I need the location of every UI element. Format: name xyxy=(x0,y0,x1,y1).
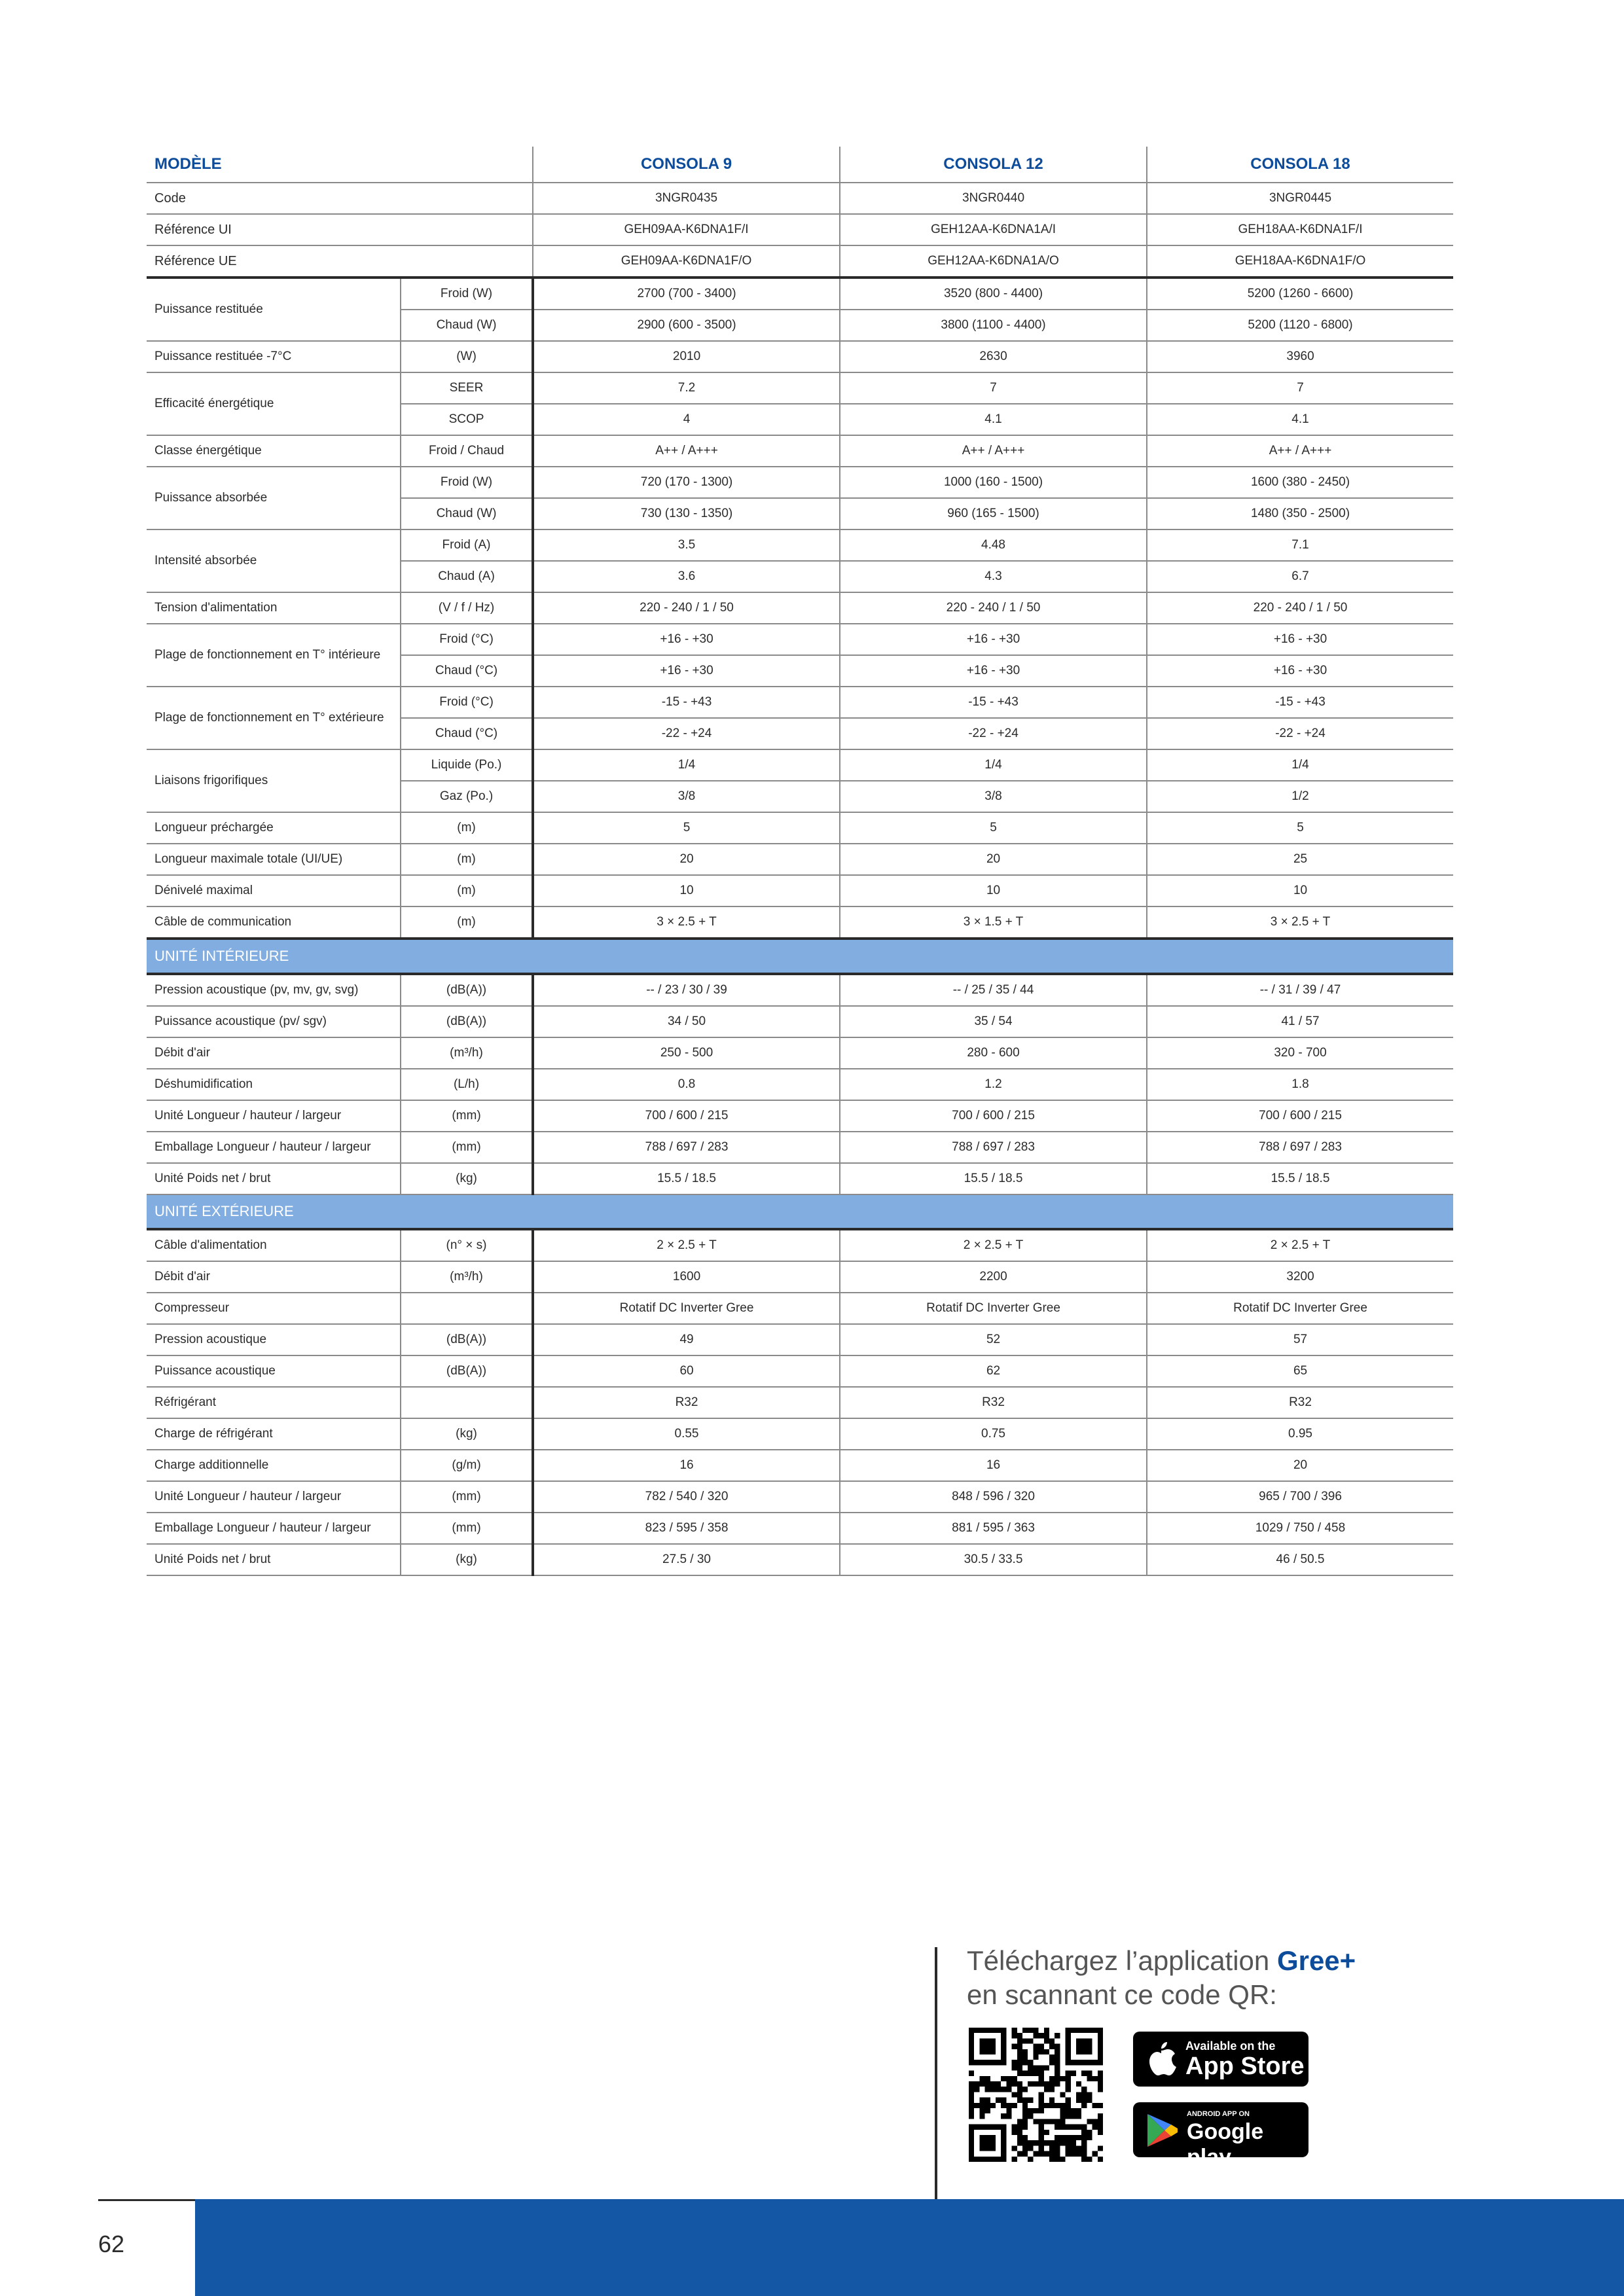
value-cell: 5 xyxy=(533,812,840,844)
value-cell: +16 - +30 xyxy=(533,655,840,687)
play-triangle-icon xyxy=(1145,2113,1179,2148)
value-cell: 720 (170 - 1300) xyxy=(533,467,840,498)
value-cell: 5200 (1120 - 6800) xyxy=(1147,310,1453,341)
table-row xyxy=(147,214,1453,245)
value-cell: 20 xyxy=(1147,1450,1453,1481)
value-cell: 250 - 500 xyxy=(533,1037,840,1069)
value-cell: 7.2 xyxy=(533,372,840,404)
row-label: Longueur préchargée xyxy=(147,812,401,844)
table-row xyxy=(147,1293,1453,1324)
value-cell: 700 / 600 / 215 xyxy=(840,1100,1147,1132)
value-cell: +16 - +30 xyxy=(533,624,840,655)
value-cell: -22 - +24 xyxy=(1147,718,1453,749)
value-cell: 881 / 595 / 363 xyxy=(840,1513,1147,1544)
value-cell: 2630 xyxy=(840,341,1147,372)
unit-cell: Gaz (Po.) xyxy=(401,781,533,812)
unit-cell: Froid (°C) xyxy=(401,687,533,718)
value-cell: 2200 xyxy=(840,1261,1147,1293)
table-row xyxy=(147,529,1453,561)
value-cell: 3 × 1.5 + T xyxy=(840,906,1147,939)
table-row xyxy=(147,1513,1453,1544)
unit-cell: Froid (W) xyxy=(401,278,533,310)
table-row xyxy=(147,812,1453,844)
value-cell: 3 × 2.5 + T xyxy=(1147,906,1453,939)
unit-cell: (kg) xyxy=(401,1544,533,1575)
row-label: Unité Poids net / brut xyxy=(147,1544,401,1575)
value-cell: 49 xyxy=(533,1324,840,1355)
table-row xyxy=(147,372,1453,404)
value-cell: 3NGR0435 xyxy=(533,183,840,214)
unit-cell: Chaud (W) xyxy=(401,498,533,529)
value-cell: -22 - +24 xyxy=(533,718,840,749)
table-row xyxy=(147,687,1453,718)
value-cell: GEH12AA-K6DNA1A/O xyxy=(840,245,1147,278)
unit-cell: (m) xyxy=(401,812,533,844)
app-promo-text xyxy=(967,1944,1356,2012)
row-label: Référence UE xyxy=(147,245,533,278)
value-cell: 15.5 / 18.5 xyxy=(533,1163,840,1194)
row-label: Emballage Longueur / hauteur / largeur xyxy=(147,1132,401,1163)
unit-cell: (kg) xyxy=(401,1418,533,1450)
value-cell: 35 / 54 xyxy=(840,1006,1147,1037)
value-cell: 15.5 / 18.5 xyxy=(1147,1163,1453,1194)
table-row xyxy=(147,1261,1453,1293)
value-cell: 1600 xyxy=(533,1261,840,1293)
table-row xyxy=(147,467,1453,498)
value-cell: 20 xyxy=(840,844,1147,875)
table-row xyxy=(147,1163,1453,1194)
table-row xyxy=(147,1132,1453,1163)
model-header-consola-9: CONSOLA 9 xyxy=(533,147,840,183)
value-cell: 60 xyxy=(533,1355,840,1387)
value-cell: 848 / 596 / 320 xyxy=(840,1481,1147,1513)
table-row xyxy=(147,1355,1453,1387)
value-cell: 7.1 xyxy=(1147,529,1453,561)
row-label: Débit d'air xyxy=(147,1261,401,1293)
unit-cell: SCOP xyxy=(401,404,533,435)
unit-cell: Froid (W) xyxy=(401,467,533,498)
unit-cell: (dB(A)) xyxy=(401,1355,533,1387)
unit-cell: (kg) xyxy=(401,1163,533,1194)
value-cell: GEH09AA-K6DNA1F/O xyxy=(533,245,840,278)
unit-cell: (mm) xyxy=(401,1100,533,1132)
value-cell: 2010 xyxy=(533,341,840,372)
unit-cell: (g/m) xyxy=(401,1450,533,1481)
unit-cell: Chaud (°C) xyxy=(401,718,533,749)
value-cell: 220 - 240 / 1 / 50 xyxy=(533,592,840,624)
table-row xyxy=(147,1229,1453,1261)
value-cell: 3800 (1100 - 4400) xyxy=(840,310,1147,341)
row-label: Référence UI xyxy=(147,214,533,245)
value-cell: 782 / 540 / 320 xyxy=(533,1481,840,1513)
value-cell: GEH12AA-K6DNA1A/I xyxy=(840,214,1147,245)
value-cell: 3960 xyxy=(1147,341,1453,372)
value-cell: 0.55 xyxy=(533,1418,840,1450)
value-cell: R32 xyxy=(1147,1387,1453,1418)
promo-line1: Téléchargez l’application xyxy=(967,1945,1277,1976)
unit-cell: (dB(A)) xyxy=(401,1324,533,1355)
value-cell: 65 xyxy=(1147,1355,1453,1387)
value-cell: 0.95 xyxy=(1147,1418,1453,1450)
value-cell: +16 - +30 xyxy=(840,624,1147,655)
unit-cell: (L/h) xyxy=(401,1069,533,1100)
unit-cell: (n° × s) xyxy=(401,1229,533,1261)
value-cell: -15 - +43 xyxy=(840,687,1147,718)
table-row xyxy=(147,245,1453,278)
value-cell: 6.7 xyxy=(1147,561,1453,592)
row-label: Compresseur xyxy=(147,1293,401,1324)
table-row xyxy=(147,592,1453,624)
specifications-table xyxy=(147,147,1453,1576)
qr-code-icon[interactable] xyxy=(969,2028,1103,2162)
row-label: Puissance restituée -7°C xyxy=(147,341,401,372)
table-row xyxy=(147,749,1453,781)
value-cell: 62 xyxy=(840,1355,1147,1387)
table-row xyxy=(147,1544,1453,1575)
table-row xyxy=(147,183,1453,214)
value-cell: 30.5 / 33.5 xyxy=(840,1544,1147,1575)
page-number: 62 xyxy=(98,2231,125,2257)
value-cell: 10 xyxy=(840,875,1147,906)
value-cell: 10 xyxy=(1147,875,1453,906)
value-cell: 5 xyxy=(1147,812,1453,844)
unit-cell: (mm) xyxy=(401,1481,533,1513)
value-cell: 788 / 697 / 283 xyxy=(840,1132,1147,1163)
row-label: Pression acoustique (pv, mv, gv, svg) xyxy=(147,974,401,1006)
value-cell: 4.3 xyxy=(840,561,1147,592)
row-label: Unité Longueur / hauteur / largeur xyxy=(147,1481,401,1513)
value-cell: 46 / 50.5 xyxy=(1147,1544,1453,1575)
value-cell: A++ / A+++ xyxy=(1147,435,1453,467)
value-cell: +16 - +30 xyxy=(1147,624,1453,655)
unit-cell: Liquide (Po.) xyxy=(401,749,533,781)
value-cell: 220 - 240 / 1 / 50 xyxy=(1147,592,1453,624)
value-cell: 1.2 xyxy=(840,1069,1147,1100)
unit-cell: (mm) xyxy=(401,1132,533,1163)
value-cell: 2 × 2.5 + T xyxy=(1147,1229,1453,1261)
value-cell: 57 xyxy=(1147,1324,1453,1355)
unit-cell: (mm) xyxy=(401,1513,533,1544)
value-cell: 1600 (380 - 2450) xyxy=(1147,467,1453,498)
value-cell: 0.8 xyxy=(533,1069,840,1100)
value-cell: 730 (130 - 1350) xyxy=(533,498,840,529)
row-label: Code xyxy=(147,183,533,214)
row-label: Câble d'alimentation xyxy=(147,1229,401,1261)
value-cell: 960 (165 - 1500) xyxy=(840,498,1147,529)
specifications-table-body xyxy=(147,147,1453,1575)
table-row xyxy=(147,624,1453,655)
value-cell: R32 xyxy=(840,1387,1147,1418)
table-row xyxy=(147,435,1453,467)
row-label: Pression acoustique xyxy=(147,1324,401,1355)
value-cell: 3520 (800 - 4400) xyxy=(840,278,1147,310)
value-cell: 0.75 xyxy=(840,1418,1147,1450)
value-cell: 3.5 xyxy=(533,529,840,561)
value-cell: -- / 23 / 30 / 39 xyxy=(533,974,840,1006)
value-cell: 20 xyxy=(533,844,840,875)
value-cell: 27.5 / 30 xyxy=(533,1544,840,1575)
value-cell: Rotatif DC Inverter Gree xyxy=(533,1293,840,1324)
unit-cell: (m³/h) xyxy=(401,1037,533,1069)
value-cell: Rotatif DC Inverter Gree xyxy=(1147,1293,1453,1324)
table-row xyxy=(147,906,1453,939)
row-label: Câble de communication xyxy=(147,906,401,939)
unit-cell: (m) xyxy=(401,875,533,906)
value-cell: A++ / A+++ xyxy=(840,435,1147,467)
row-label: Puissance acoustique xyxy=(147,1355,401,1387)
value-cell: 700 / 600 / 215 xyxy=(533,1100,840,1132)
row-label: Puissance restituée xyxy=(147,278,401,341)
unit-cell: (W) xyxy=(401,341,533,372)
unit-cell: Chaud (A) xyxy=(401,561,533,592)
value-cell: 700 / 600 / 215 xyxy=(1147,1100,1453,1132)
row-label: Plage de fonctionnement en T° intérieure xyxy=(147,624,401,687)
row-label: Intensité absorbée xyxy=(147,529,401,592)
value-cell: 3/8 xyxy=(533,781,840,812)
value-cell: 1/4 xyxy=(533,749,840,781)
unit-cell: Froid (A) xyxy=(401,529,533,561)
promo-line2: en scannant ce code QR: xyxy=(967,1979,1277,2010)
value-cell: 1000 (160 - 1500) xyxy=(840,467,1147,498)
value-cell: 10 xyxy=(533,875,840,906)
model-header-consola-18: CONSOLA 18 xyxy=(1147,147,1453,183)
row-label: Unité Longueur / hauteur / largeur xyxy=(147,1100,401,1132)
unit-cell: Chaud (°C) xyxy=(401,655,533,687)
row-label: Tension d'alimentation xyxy=(147,592,401,624)
footer-band xyxy=(195,2199,1624,2296)
table-row xyxy=(147,1037,1453,1069)
value-cell: Rotatif DC Inverter Gree xyxy=(840,1293,1147,1324)
promo-divider xyxy=(935,1947,937,2202)
value-cell: 2900 (600 - 3500) xyxy=(533,310,840,341)
value-cell: 5200 (1260 - 6600) xyxy=(1147,278,1453,310)
apple-icon xyxy=(1145,2041,1178,2077)
value-cell: 4.1 xyxy=(1147,404,1453,435)
table-row xyxy=(147,278,1453,310)
table-row xyxy=(147,1100,1453,1132)
value-cell: 3.6 xyxy=(533,561,840,592)
value-cell: 4.48 xyxy=(840,529,1147,561)
value-cell: 1/4 xyxy=(840,749,1147,781)
value-cell: 3NGR0445 xyxy=(1147,183,1453,214)
row-label: Liaisons frigorifiques xyxy=(147,749,401,812)
model-header-consola-12: CONSOLA 12 xyxy=(840,147,1147,183)
value-cell: 15.5 / 18.5 xyxy=(840,1163,1147,1194)
section-header-row xyxy=(147,1194,1453,1229)
unit-cell: Chaud (W) xyxy=(401,310,533,341)
google-play-small-label: ANDROID APP ON xyxy=(1187,2110,1250,2118)
value-cell: 788 / 697 / 283 xyxy=(1147,1132,1453,1163)
value-cell: 16 xyxy=(840,1450,1147,1481)
value-cell: 7 xyxy=(840,372,1147,404)
row-label: Puissance acoustique (pv/ sgv) xyxy=(147,1006,401,1037)
value-cell: -- / 31 / 39 / 47 xyxy=(1147,974,1453,1006)
row-label: Déshumidification xyxy=(147,1069,401,1100)
unit-cell xyxy=(401,1387,533,1418)
section-title-indoor: UNITÉ INTÉRIEURE xyxy=(147,939,1453,974)
unit-cell: (dB(A)) xyxy=(401,1006,533,1037)
row-label: Débit d'air xyxy=(147,1037,401,1069)
value-cell: -15 - +43 xyxy=(1147,687,1453,718)
table-row xyxy=(147,974,1453,1006)
value-cell: 1/2 xyxy=(1147,781,1453,812)
value-cell: 34 / 50 xyxy=(533,1006,840,1037)
value-cell: 1.8 xyxy=(1147,1069,1453,1100)
unit-cell: Froid / Chaud xyxy=(401,435,533,467)
unit-cell: Froid (°C) xyxy=(401,624,533,655)
row-label: Longueur maximale totale (UI/UE) xyxy=(147,844,401,875)
value-cell: 3 × 2.5 + T xyxy=(533,906,840,939)
value-cell: 2 × 2.5 + T xyxy=(840,1229,1147,1261)
value-cell: 220 - 240 / 1 / 50 xyxy=(840,592,1147,624)
row-label: Plage de fonctionnement en T° extérieure xyxy=(147,687,401,749)
promo-brand: Gree+ xyxy=(1276,1945,1356,1976)
value-cell: 2 × 2.5 + T xyxy=(533,1229,840,1261)
value-cell: A++ / A+++ xyxy=(533,435,840,467)
google-play-badge[interactable] xyxy=(1133,2102,1308,2170)
value-cell: 1/4 xyxy=(1147,749,1453,781)
value-cell: R32 xyxy=(533,1387,840,1418)
row-label: Emballage Longueur / hauteur / largeur xyxy=(147,1513,401,1544)
app-store-label: App Store xyxy=(1185,2053,1305,2080)
value-cell: 41 / 57 xyxy=(1147,1006,1453,1037)
value-cell: 25 xyxy=(1147,844,1453,875)
value-cell: -15 - +43 xyxy=(533,687,840,718)
value-cell: 16 xyxy=(533,1450,840,1481)
row-label: Charge de réfrigérant xyxy=(147,1418,401,1450)
app-store-badge[interactable] xyxy=(1133,2032,1308,2087)
row-label: Unité Poids net / brut xyxy=(147,1163,401,1194)
google-play-label: Google play xyxy=(1187,2119,1264,2170)
unit-cell: (m³/h) xyxy=(401,1261,533,1293)
unit-cell: SEER xyxy=(401,372,533,404)
unit-cell: (m) xyxy=(401,844,533,875)
value-cell: 3/8 xyxy=(840,781,1147,812)
value-cell: -- / 25 / 35 / 44 xyxy=(840,974,1147,1006)
value-cell: -22 - +24 xyxy=(840,718,1147,749)
row-label: Classe énergétique xyxy=(147,435,401,467)
unit-cell: (m) xyxy=(401,906,533,939)
model-column-header: MODÈLE xyxy=(147,147,533,183)
table-row xyxy=(147,1450,1453,1481)
value-cell: GEH18AA-K6DNA1F/O xyxy=(1147,245,1453,278)
table-row xyxy=(147,1387,1453,1418)
unit-cell: (dB(A)) xyxy=(401,974,533,1006)
footer-rule xyxy=(98,2199,195,2201)
row-label: Charge additionnelle xyxy=(147,1450,401,1481)
table-row xyxy=(147,1006,1453,1037)
row-label: Efficacité énergétique xyxy=(147,372,401,435)
value-cell: 4 xyxy=(533,404,840,435)
value-cell: GEH18AA-K6DNA1F/I xyxy=(1147,214,1453,245)
section-header-row xyxy=(147,939,1453,974)
value-cell: 52 xyxy=(840,1324,1147,1355)
row-label: Dénivelé maximal xyxy=(147,875,401,906)
value-cell: 3200 xyxy=(1147,1261,1453,1293)
table-row xyxy=(147,844,1453,875)
value-cell: 788 / 697 / 283 xyxy=(533,1132,840,1163)
table-row xyxy=(147,875,1453,906)
table-row xyxy=(147,1481,1453,1513)
value-cell: 965 / 700 / 396 xyxy=(1147,1481,1453,1513)
value-cell: +16 - +30 xyxy=(1147,655,1453,687)
table-row xyxy=(147,341,1453,372)
value-cell: GEH09AA-K6DNA1F/I xyxy=(533,214,840,245)
row-label: Puissance absorbée xyxy=(147,467,401,529)
value-cell: 823 / 595 / 358 xyxy=(533,1513,840,1544)
value-cell: 7 xyxy=(1147,372,1453,404)
app-store-small-label: Available on the xyxy=(1185,2039,1276,2053)
table-row xyxy=(147,1324,1453,1355)
value-cell: 3NGR0440 xyxy=(840,183,1147,214)
table-row xyxy=(147,1069,1453,1100)
unit-cell xyxy=(401,1293,533,1324)
row-label: Réfrigérant xyxy=(147,1387,401,1418)
section-title-outdoor: UNITÉ EXTÉRIEURE xyxy=(147,1194,1453,1229)
value-cell: 320 - 700 xyxy=(1147,1037,1453,1069)
value-cell: 280 - 600 xyxy=(840,1037,1147,1069)
value-cell: 2700 (700 - 3400) xyxy=(533,278,840,310)
table-header-row xyxy=(147,147,1453,183)
unit-cell: (V / f / Hz) xyxy=(401,592,533,624)
value-cell: 5 xyxy=(840,812,1147,844)
value-cell: 1480 (350 - 2500) xyxy=(1147,498,1453,529)
value-cell: 1029 / 750 / 458 xyxy=(1147,1513,1453,1544)
table-row xyxy=(147,1418,1453,1450)
value-cell: 4.1 xyxy=(840,404,1147,435)
value-cell: +16 - +30 xyxy=(840,655,1147,687)
